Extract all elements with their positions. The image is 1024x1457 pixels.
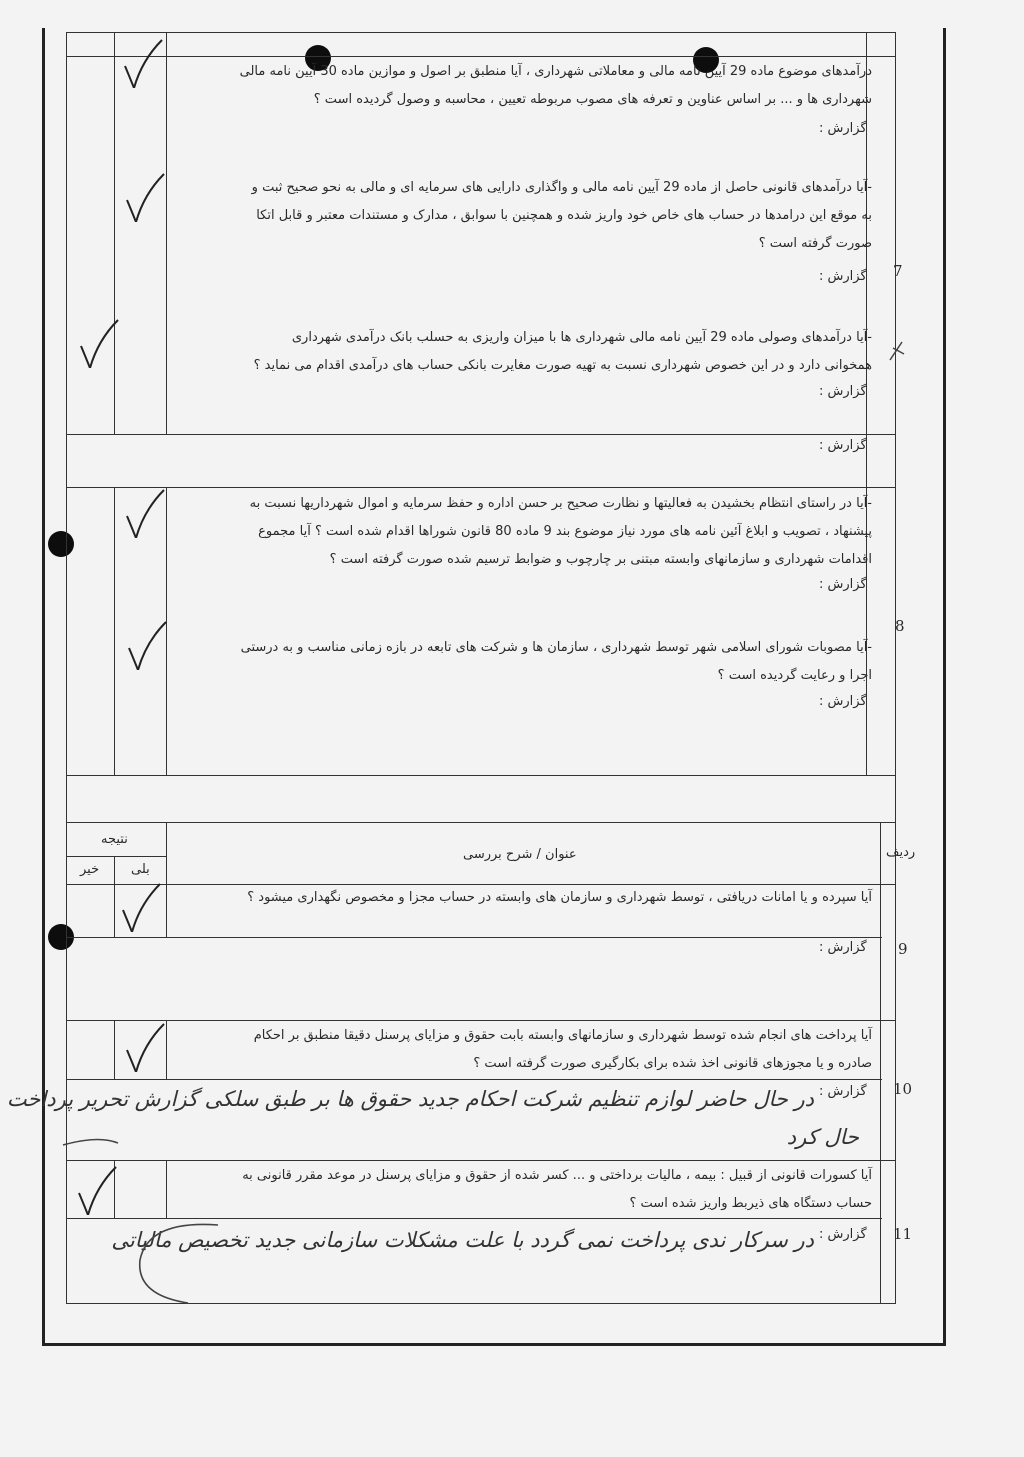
row-divider	[66, 434, 896, 435]
column-divider	[166, 1020, 167, 1080]
checkmark-icon	[118, 882, 162, 932]
pen-mark-icon	[887, 338, 907, 364]
row-number: 9	[898, 940, 908, 958]
question-text: آیا کسورات قانونی از قبیل : بیمه ، مالیات برداختی و ... کسر شده از حقوق و مزایای پرسنل در موعد مقرر قانونی به حساب دستگاه های ذیربط واریز شده است ؟	[242, 1168, 872, 1211]
report-label: گزارش :	[819, 269, 867, 284]
report-label: گزارش :	[819, 940, 867, 955]
row-number: 8	[895, 617, 905, 635]
row-divider	[66, 937, 882, 938]
checkmark-icon	[124, 620, 168, 670]
column-divider	[166, 1160, 167, 1219]
checkmark-icon	[74, 1165, 118, 1215]
row-divider	[66, 1079, 882, 1080]
handwritten-report: حال کرد	[786, 1125, 859, 1149]
column-divider	[114, 1020, 115, 1080]
header-yes: بلی	[131, 862, 150, 877]
checkmark-icon	[122, 172, 166, 222]
row-divider	[66, 487, 896, 488]
column-divider	[114, 856, 115, 938]
question-text: -آیا در راستای انتظام بخشیدن به فعالیتها و نظارت صحیح بر حسن اداره و حفظ سرمایه و اموال شهرداریها نسبت به پیشنهاد ، تصویب و ابلاغ آئین نامه های مورد نیاز موضوع بند 9 ماده 80 قانون شوراها اقدام شده است ؟ آیا مجموع اقدامات شهرداری و سازمانهای وابسته مبتنی بر چارچوب و ضوابط ترسیم شده صورت گرفته است ؟	[249, 496, 872, 567]
handwritten-report: در حال حاضر لوازم تنظیم شرکت احکام جدید حقوق ها بر طبق سلکی گزارش تحریر پرداخت	[6, 1087, 814, 1111]
column-divider	[166, 822, 167, 938]
row-divider	[66, 822, 896, 823]
row-number: 10	[893, 1080, 913, 1098]
row-number: 11	[893, 1225, 913, 1243]
row-divider	[66, 56, 896, 57]
report-label: گزارش :	[819, 1084, 867, 1099]
report-label: گزارش :	[819, 694, 867, 709]
question-text: درآمدهای موضوع ماده 29 آیین نامه مالی و معاملاتی شهرداری ، آیا منطبق بر اصول و موازین ماده 30 آیین نامه مالی شهرداری ها و ... بر اساس عناوین و تعرفه های مصوب مربوطه تعیین ، محاسبه و وصول گردیده است ؟	[239, 64, 872, 107]
column-divider	[166, 32, 167, 435]
checkmark-icon	[76, 318, 120, 368]
report-label: گزارش :	[819, 577, 867, 592]
header-result: نتیجه	[101, 832, 128, 847]
row-divider	[66, 775, 896, 776]
report-label: گزارش :	[819, 121, 867, 136]
question-text: آیا سپرده و یا امانات دریافتی ، توسط شهرداری و سازمان های وابسته در حساب مجزا و مخصوص نگهداری میشود ؟	[247, 890, 872, 905]
column-divider	[114, 32, 115, 435]
checkmark-icon	[122, 1022, 166, 1072]
header-divider	[66, 856, 166, 857]
row-number: 7	[893, 262, 903, 280]
handwritten-report: در سرکار ندی پرداخت نمی گردد با علت مشکلات سازمانی جدید تخصیص مالیاتی	[111, 1228, 814, 1252]
checkmark-icon	[120, 38, 164, 88]
column-divider	[114, 487, 115, 775]
header-radif: ردیف	[886, 845, 916, 860]
question-text: -آیا مصوبات شورای اسلامی شهر توسط شهرداری ، سازمان ها و شرکت های تابعه در بازه زمانی مناسب و به درستی اجرا و رعایت گردیده است ؟	[240, 640, 872, 683]
question-text: -آیا درآمدهای وصولی ماده 29 آیین نامه مالی شهرداری ها با میزان واریزی به حسلب بانک درآمدی شهرداری همخوانی دارد و در این خصوص شهرداری نسبت به تهیه صورت مغایرت بانکی حساب های درآمدی اقدام می نماید ؟	[253, 330, 872, 373]
report-label: گزارش :	[819, 1227, 867, 1242]
question-text: آیا پرداخت های انجام شده توسط شهرداری و سازمانهای وابسته بابت حقوق و مزایای پرسنل دقیقا منطبق بر احکام صادره و یا مجوزهای قانونی اخذ شده برای بکارگیری صورت گرفته است ؟	[253, 1028, 872, 1071]
question-text: -آیا درآمدهای قانونی حاصل از ماده 29 آیین نامه مالی و واگذاری دارایی های سرمایه ای و مالی به نحو صحیح ثبت و به موقع این درامدها در حساب های خاص خود واریز شده و همچنین با سوابق ، مدارک و مستندات معتبر و قابل اتکا صورت گرفته است ؟	[251, 180, 872, 251]
header-title: عنوان / شرح بررسی	[463, 847, 577, 862]
column-divider	[880, 822, 881, 1304]
report-label: گزارش :	[819, 384, 867, 399]
header-no: خیر	[80, 862, 100, 877]
row-divider	[66, 1020, 896, 1021]
handwriting-stroke-icon	[128, 1215, 228, 1310]
report-label: گزارش :	[819, 438, 867, 453]
handwriting-stroke-icon	[58, 1105, 858, 1165]
checkmark-icon	[122, 488, 166, 538]
